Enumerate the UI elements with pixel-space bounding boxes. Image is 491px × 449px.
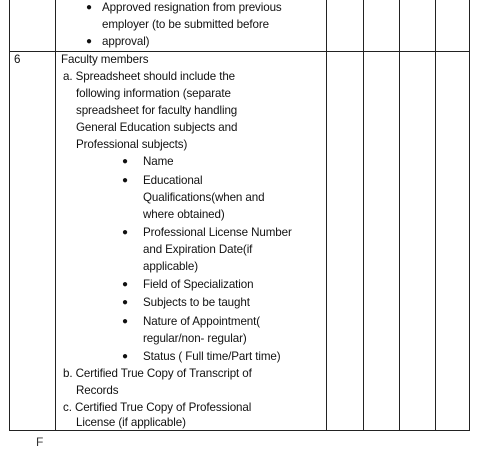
- bullet-item-text: Status ( Full time/Part time): [143, 350, 281, 363]
- item-a-line: spreadsheet for faculty handling: [76, 104, 238, 117]
- item-c-line: c. Certified True Copy of Professional: [63, 401, 252, 414]
- item-a-line: Professional subjects): [76, 138, 188, 151]
- bullet-item-text: applicable): [143, 260, 198, 273]
- prev-item-line: approval): [102, 35, 150, 48]
- table-divider-col6: [469, 0, 470, 431]
- item-c-line: License (if applicable): [76, 416, 186, 429]
- table-divider-col3: [363, 0, 364, 431]
- table-divider-col4: [399, 0, 400, 431]
- item-a-line: following information (separate: [76, 87, 231, 100]
- item-b-line: Records: [76, 384, 119, 397]
- row-number: 6: [14, 53, 21, 66]
- bullet-marker: ●: [122, 297, 129, 308]
- table-divider-number: [55, 0, 56, 431]
- bullet-item-text: Field of Specialization: [143, 278, 254, 291]
- item-a-line: General Education subjects and: [76, 121, 238, 134]
- bullet-item-text: and Expiration Date(if: [143, 243, 253, 256]
- bullet-item-text: Name: [143, 155, 174, 168]
- bullet-item-text: regular/non- regular): [143, 332, 247, 345]
- row-heading: Faculty members: [61, 53, 149, 66]
- prev-item-line: Approved resignation from previous: [102, 1, 282, 14]
- prev-item-line: employer (to be submitted before: [102, 18, 269, 31]
- bullet-marker: ●: [122, 351, 129, 362]
- bullet-marker: ●: [86, 36, 93, 47]
- item-a-line: a. Spreadsheet should include the: [63, 70, 236, 83]
- bullet-marker: ●: [86, 2, 93, 13]
- table-divider-col5: [435, 0, 436, 431]
- table-border-left: [9, 0, 10, 431]
- item-b-line: b. Certified True Copy of Transcript of: [63, 367, 252, 380]
- table-divider-description: [326, 0, 327, 431]
- bullet-marker: ●: [122, 227, 129, 238]
- bullet-item-text: Professional License Number: [143, 226, 292, 239]
- bullet-item-text: Qualifications(when and: [143, 191, 265, 204]
- bullet-marker: ●: [122, 175, 129, 186]
- bullet-marker: ●: [122, 156, 129, 167]
- bullet-marker: ●: [122, 279, 129, 290]
- bullet-item-text: Nature of Appointment(: [143, 315, 261, 328]
- bullet-item-text: Subjects to be taught: [143, 296, 250, 309]
- bullet-item-text: where obtained): [143, 208, 225, 221]
- bullet-item-text: Educational: [143, 174, 203, 187]
- bullet-marker: ●: [122, 316, 129, 327]
- cropped-text-fragment: F: [36, 435, 44, 449]
